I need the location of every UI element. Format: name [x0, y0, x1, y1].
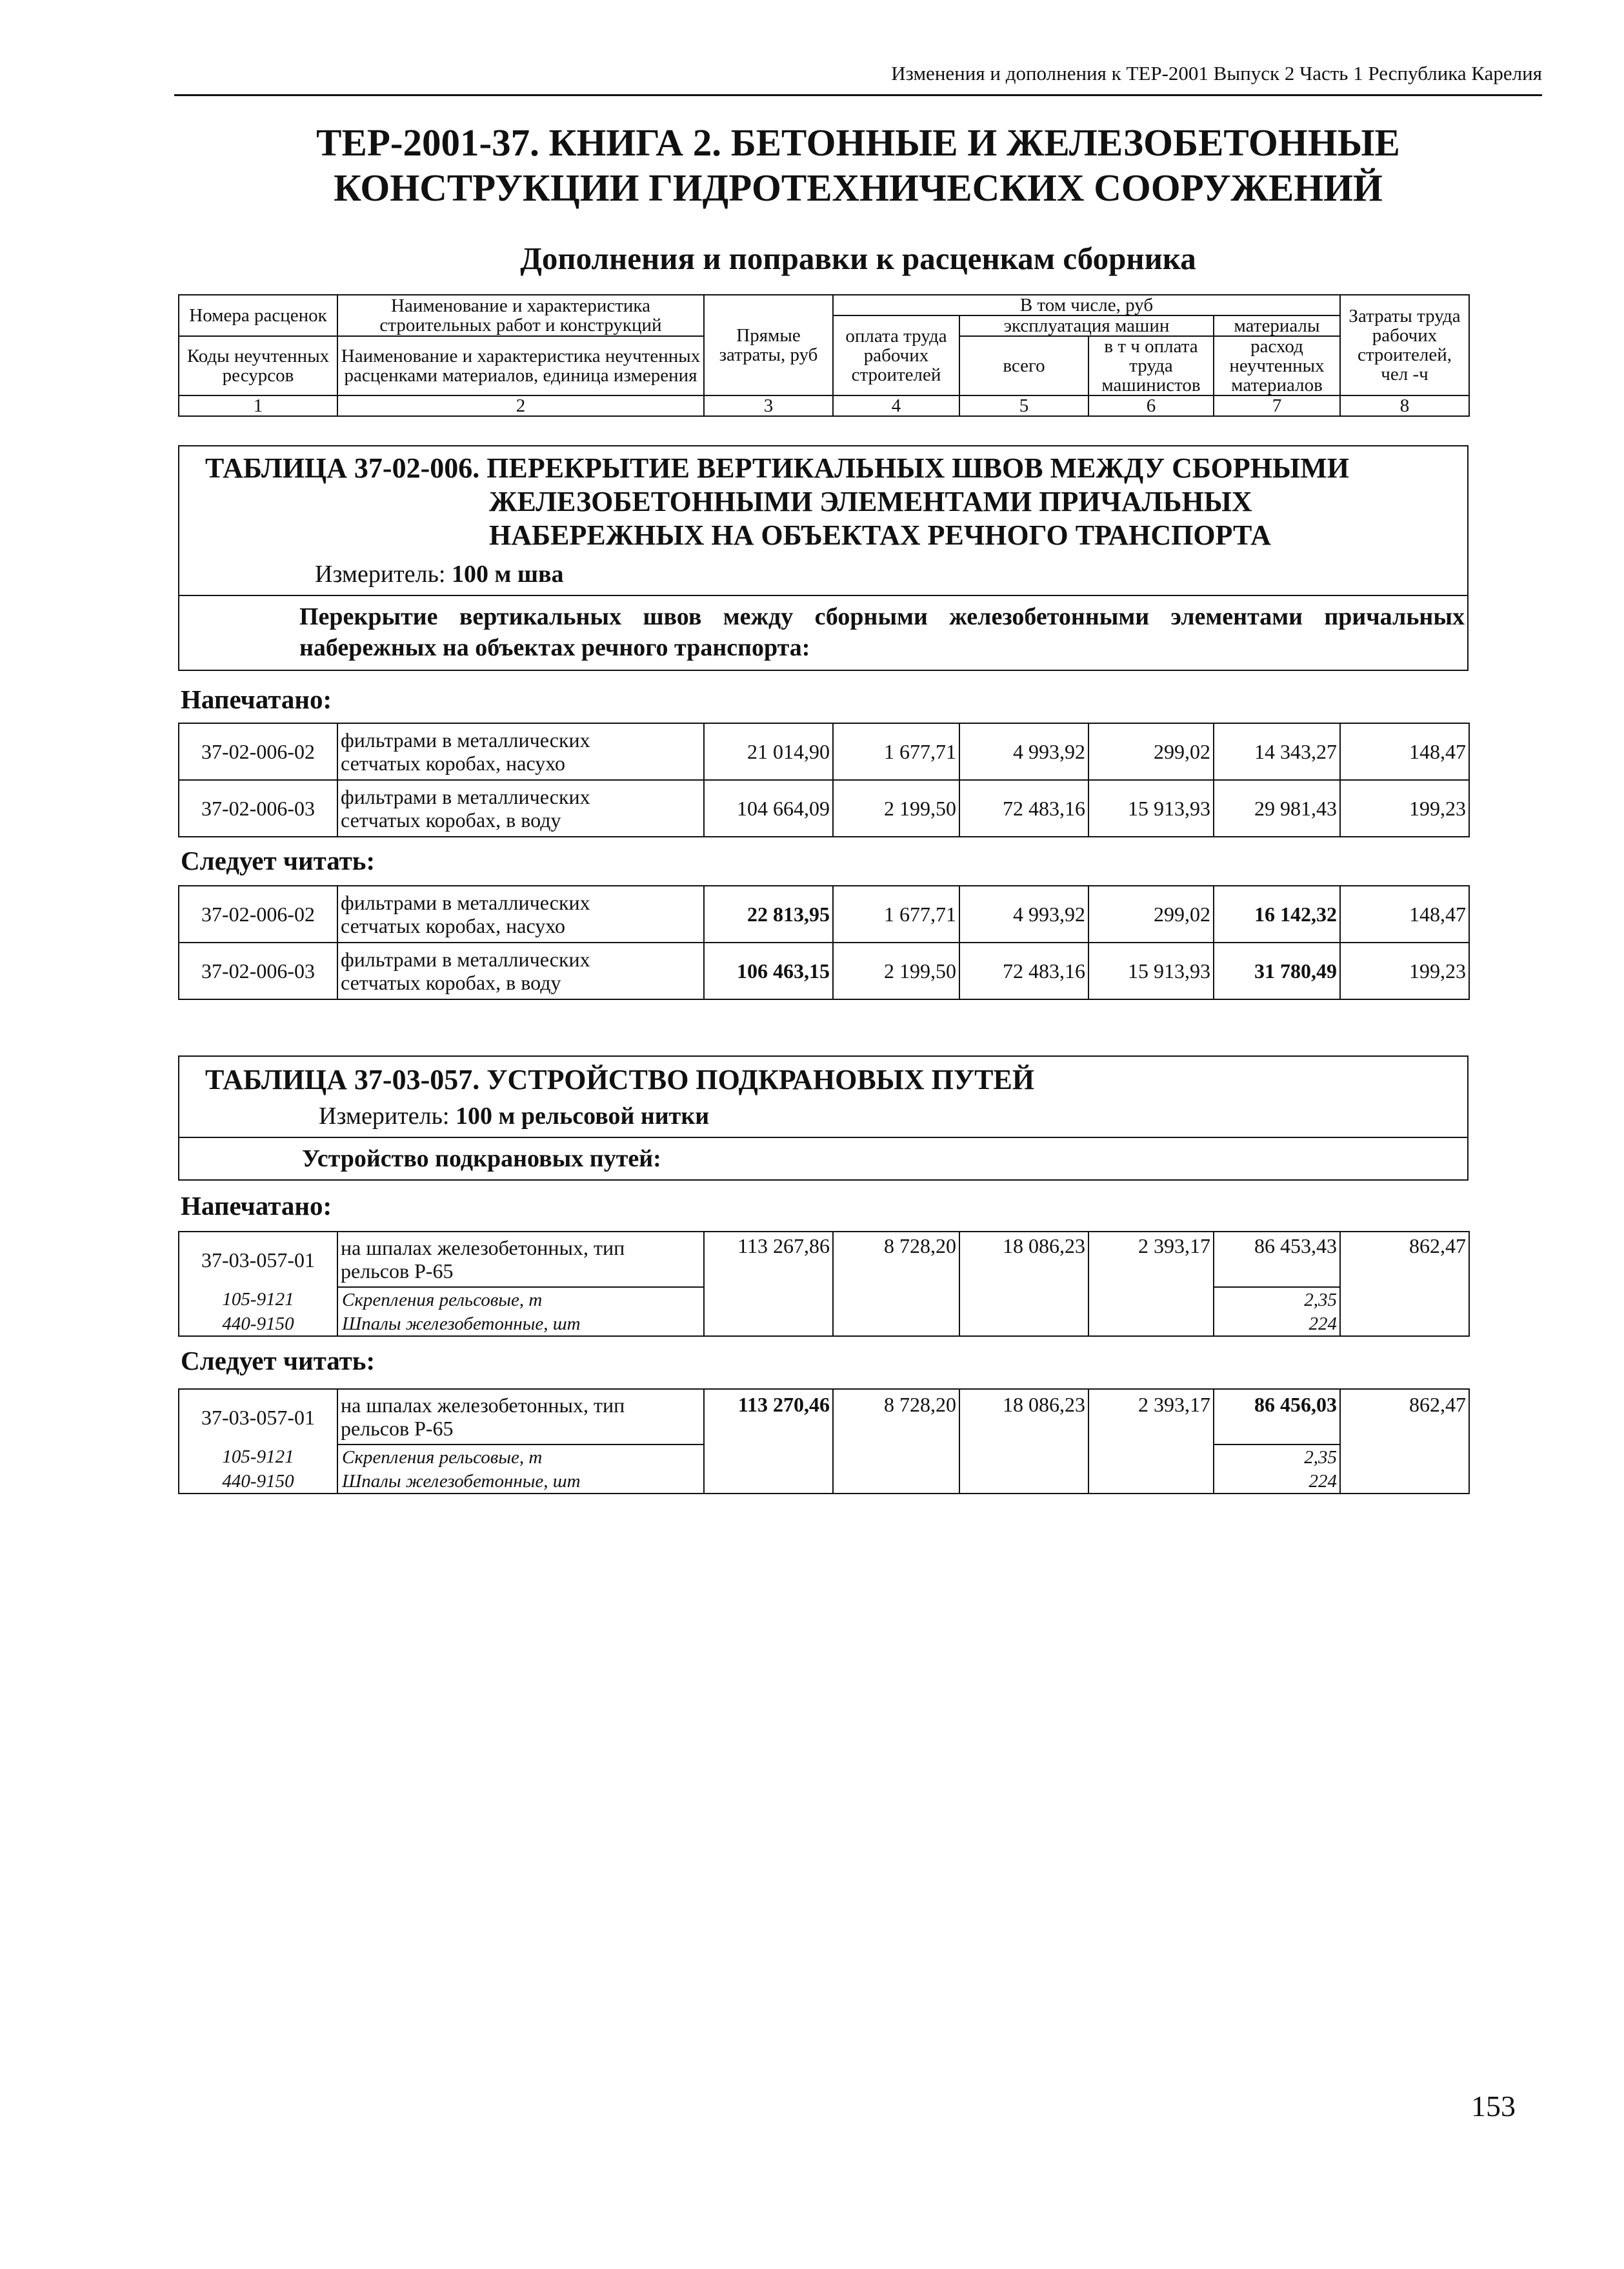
- rate-code: 37-03-057-01: [179, 1389, 337, 1444]
- measure-label: Измеритель:: [315, 561, 446, 588]
- rate-name: фильтрами в металлических сетчатых коробах, в воду: [337, 943, 704, 999]
- table-row: [179, 1389, 1469, 1444]
- table-row: [179, 886, 1469, 943]
- operator-pay: 299,02: [1088, 723, 1214, 780]
- operator-pay: 299,02: [1088, 886, 1214, 943]
- col-num: 2: [337, 395, 704, 416]
- col-num: 8: [1340, 395, 1469, 416]
- direct-costs: 113 267,86: [704, 1232, 833, 1287]
- section1-title-line-1: ТАБЛИЦА 37-02-006. ПЕРЕКРЫТИЕ ВЕРТИКАЛЬНЫХ ШВОВ МЕЖДУ СБОРНЫМИ: [205, 452, 1349, 484]
- material-row: [179, 1287, 1469, 1312]
- material-code: 105-9121: [179, 1444, 337, 1469]
- measure-label: Измеритель:: [319, 1103, 450, 1130]
- worker-pay: 1 677,71: [833, 723, 959, 780]
- materials: 31 780,49: [1214, 943, 1340, 999]
- materials: 86 456,03: [1214, 1389, 1340, 1444]
- page-number: 153: [1471, 2090, 1516, 2123]
- hdr-materials-group: материалы: [1214, 315, 1340, 336]
- document-title: [174, 120, 1542, 210]
- section1-title-block: [178, 445, 1469, 596]
- col-num: 5: [959, 395, 1088, 416]
- table-row: [179, 943, 1469, 999]
- direct-costs: 106 463,15: [704, 943, 833, 999]
- worker-pay: 2 199,50: [833, 943, 959, 999]
- labor: 199,23: [1340, 943, 1469, 999]
- operator-pay: 2 393,17: [1088, 1389, 1214, 1444]
- rate-name: фильтрами в металлических сетчатых коробах, насухо: [337, 723, 704, 780]
- direct-costs: 113 270,46: [704, 1389, 833, 1444]
- col-num: 3: [704, 395, 833, 416]
- material-code: 440-9150: [179, 1469, 337, 1494]
- section1-title-line-2: ЖЕЛЕЗОБЕТОННЫМИ ЭЛЕМЕНТАМИ ПРИЧАЛЬНЫХ: [489, 486, 1252, 517]
- direct-costs: 22 813,95: [704, 886, 833, 943]
- read-label-2: Следует читать:: [181, 1346, 376, 1375]
- materials: 86 453,43: [1214, 1232, 1340, 1287]
- materials: 14 343,27: [1214, 723, 1340, 780]
- machines-total: 4 993,92: [959, 886, 1088, 943]
- section2-description: Устройство подкрановых путей:: [302, 1145, 661, 1172]
- table-row: [179, 1232, 1469, 1287]
- section2-printed-table: [178, 1231, 1470, 1337]
- material-code: 440-9150: [179, 1312, 337, 1336]
- measure-value: 100 м рельсовой нитки: [456, 1103, 710, 1130]
- direct-costs: 104 664,09: [704, 780, 833, 837]
- direct-costs: 21 014,90: [704, 723, 833, 780]
- hdr-material-name: Наименование и характеристика неучтенных расценками материалов, единица измерения: [337, 336, 704, 395]
- material-code: 105-9121: [179, 1287, 337, 1312]
- document-subtitle: Дополнения и поправки к расценкам сборника: [520, 241, 1196, 276]
- material-row: [179, 1312, 1469, 1336]
- labor: 862,47: [1340, 1232, 1469, 1287]
- labor: 862,47: [1340, 1389, 1469, 1444]
- printed-label-2: Напечатано:: [181, 1191, 332, 1221]
- col-num: 6: [1088, 395, 1214, 416]
- running-header: Изменения и дополнения к ТЕР-2001 Выпуск 2 Часть 1 Республика Карелия: [891, 62, 1542, 85]
- section1-description-block: [178, 595, 1469, 671]
- section1-measure: [315, 560, 564, 588]
- machines-total: 18 086,23: [959, 1232, 1088, 1287]
- hdr-unaccounted-codes: Коды неучтенных ресурсов: [179, 336, 337, 395]
- material-qty: 224: [1214, 1312, 1340, 1336]
- machines-total: 72 483,16: [959, 780, 1088, 837]
- hdr-labor: Затраты труда рабочих строителей, чел -ч: [1340, 295, 1469, 395]
- machines-total: 18 086,23: [959, 1389, 1088, 1444]
- hdr-machines-total: всего: [959, 336, 1088, 395]
- material-row: [179, 1469, 1469, 1494]
- column-header-table: [178, 294, 1470, 417]
- machines-total: 72 483,16: [959, 943, 1088, 999]
- section2-read-table: [178, 1388, 1470, 1494]
- rate-name: фильтрами в металлических сетчатых коробах, насухо: [337, 886, 704, 943]
- section2-description-block: [178, 1137, 1469, 1181]
- section2-measure: [319, 1102, 709, 1130]
- worker-pay: 8 728,20: [833, 1389, 959, 1444]
- material-name: Скрепления рельсовые, т: [337, 1287, 704, 1312]
- material-qty: 224: [1214, 1469, 1340, 1494]
- hdr-rate-numbers: Номера расценок: [179, 295, 337, 336]
- worker-pay: 8 728,20: [833, 1232, 959, 1287]
- table-row: [179, 723, 1469, 780]
- read-label-1: Следует читать:: [181, 846, 376, 875]
- section1-description-line-1: Перекрытие вертикальных швов между сборными железобетонными элементами причальных: [299, 603, 1465, 630]
- hdr-machines-group: эксплуатация машин: [959, 315, 1214, 336]
- labor: 148,47: [1340, 886, 1469, 943]
- section2-title-block: [178, 1055, 1469, 1138]
- operator-pay: 15 913,93: [1088, 780, 1214, 837]
- labor: 148,47: [1340, 723, 1469, 780]
- machines-total: 4 993,92: [959, 723, 1088, 780]
- rate-code: 37-02-006-02: [179, 886, 337, 943]
- printed-label-1: Напечатано:: [181, 685, 332, 714]
- hdr-operator-pay: в т ч оплата труда машинистов: [1088, 336, 1214, 395]
- material-qty: 2,35: [1214, 1287, 1340, 1312]
- rate-code: 37-02-006-03: [179, 943, 337, 999]
- section1-description-line-2: набережных на объектах речного транспорта:: [299, 634, 810, 661]
- rate-code: 37-02-006-03: [179, 780, 337, 837]
- rate-code: 37-03-057-01: [179, 1232, 337, 1287]
- hdr-worker-pay: оплата труда рабочих строителей: [833, 315, 959, 395]
- col-num: 4: [833, 395, 959, 416]
- col-num: 7: [1214, 395, 1340, 416]
- labor: 199,23: [1340, 780, 1469, 837]
- measure-value: 100 м шва: [452, 561, 564, 588]
- materials: 29 981,43: [1214, 780, 1340, 837]
- rate-code: 37-02-006-02: [179, 723, 337, 780]
- hdr-material-usage: расход неучтенных материалов: [1214, 336, 1340, 395]
- title-line-2: КОНСТРУКЦИИ ГИДРОТЕХНИЧЕСКИХ СООРУЖЕНИЙ: [334, 166, 1383, 209]
- section2-title: ТАБЛИЦА 37-03-057. УСТРОЙСТВО ПОДКРАНОВЫХ ПУТЕЙ: [205, 1064, 1035, 1095]
- section1-read-table: [178, 885, 1470, 1000]
- worker-pay: 1 677,71: [833, 886, 959, 943]
- header-rule: [174, 94, 1542, 96]
- section1-printed-table: [178, 723, 1470, 837]
- material-name: Шпалы железобетонные, шт: [337, 1469, 704, 1494]
- material-name: Скрепления рельсовые, т: [337, 1444, 704, 1469]
- rate-name: фильтрами в металлических сетчатых коробах, в воду: [337, 780, 704, 837]
- section1-title-line-3: НАБЕРЕЖНЫХ НА ОБЪЕКТАХ РЕЧНОГО ТРАНСПОРТА: [489, 519, 1271, 551]
- col-num: 1: [179, 395, 337, 416]
- worker-pay: 2 199,50: [833, 780, 959, 837]
- rate-name: на шпалах железобетонных, тип рельсов Р-65: [337, 1389, 704, 1444]
- hdr-direct-costs: Прямые затраты, руб: [704, 295, 833, 395]
- material-qty: 2,35: [1214, 1444, 1340, 1469]
- table-row: [179, 780, 1469, 837]
- hdr-work-name: Наименование и характеристика строительных работ и конструкций: [337, 295, 704, 336]
- operator-pay: 15 913,93: [1088, 943, 1214, 999]
- operator-pay: 2 393,17: [1088, 1232, 1214, 1287]
- material-row: [179, 1444, 1469, 1469]
- material-name: Шпалы железобетонные, шт: [337, 1312, 704, 1336]
- rate-name: на шпалах железобетонных, тип рельсов Р-65: [337, 1232, 704, 1287]
- title-line-1: ТЕР-2001-37. КНИГА 2. БЕТОННЫЕ И ЖЕЛЕЗОБЕТОННЫЕ: [316, 121, 1400, 164]
- materials: 16 142,32: [1214, 886, 1340, 943]
- hdr-including-group: В том числе, руб: [833, 295, 1340, 315]
